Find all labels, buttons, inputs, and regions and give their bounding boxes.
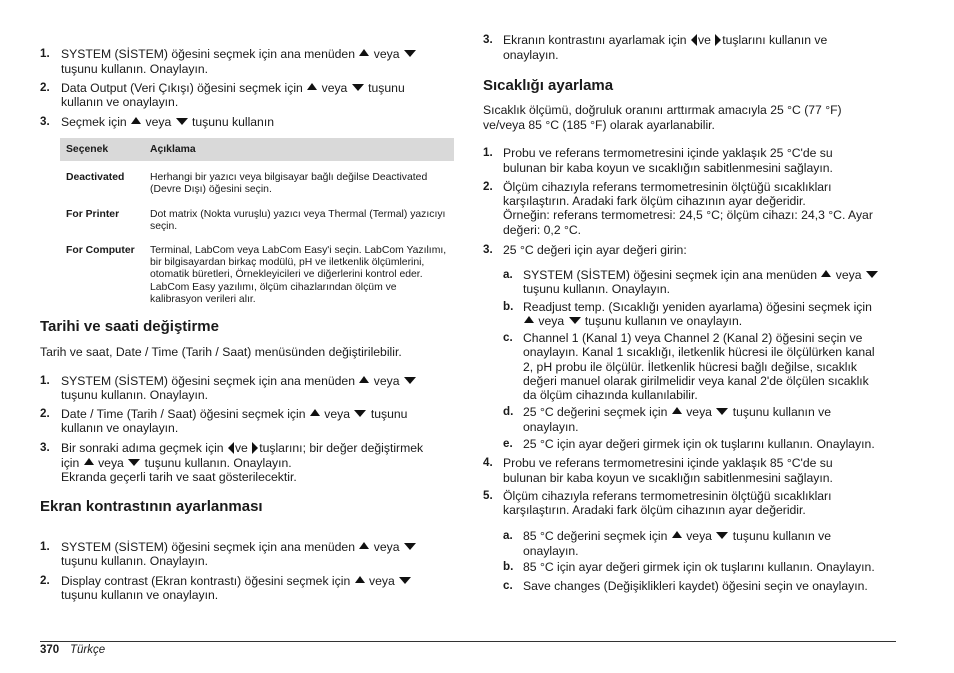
substep-letter: a. [503,268,513,281]
table-cell-value: Terminal, LabCom veya LabCom Easy'i seçin. LabCom Yazılımı, bir bilgisayardan birkaç modülü, pH ve iletkenlik ölçümlerini, otomatik büretleri, Örnekleyicileri ve diğerlerini kontrol eder. LabCom Easy yazılımı, ölçüm cihazlarından ölçüm ve kalibrasyon verileri alır. [150,245,447,305]
step-text: Ekranda geçerli tarih ve saat gösterilecektir. [61,470,297,484]
step-number: 2. [40,407,50,420]
step-text: Probu ve referans termometresini içinde yaklaşık 25 °C'de su [503,146,833,160]
up-arrow-icon [359,542,369,549]
right-arrow-icon [252,442,258,454]
page-number: 370 [40,644,60,656]
down-arrow-icon [399,577,411,584]
step-text: Ölçüm cihazıyla referans termometresinin ölçtüğü sıcaklıkları [503,180,832,194]
down-arrow-icon [354,410,366,417]
step-text: bulunan bir kaba koyun ve sıcaklığın sabitlenmesini sağlayın. [503,161,833,175]
up-arrow-icon [310,409,320,416]
step-number: 2. [40,81,50,94]
step-text: Display contrast (Ekran kontrastı) öğesini seçmek için veya [61,574,412,589]
table-row [60,242,454,315]
table-header-row [60,138,454,161]
step-text: tuşunu kullanın. Onaylayın. [61,388,209,402]
step-number: 1. [40,540,50,553]
down-arrow-icon [866,271,878,278]
substep-letter: c. [503,331,513,344]
footer-divider [40,641,896,642]
up-arrow-icon [359,376,369,383]
section-heading: Sıcaklığı ayarlama [483,77,614,94]
step-text: 25 °C değeri için ayar değeri girin: [503,243,687,257]
step-text: SYSTEM (SİSTEM) öğesini seçmek için ana menüden veya [61,374,417,389]
paragraph: Sıcaklık ölçümü, doğruluk oranını arttırmak amacıyla 25 °C (77 °F) [483,103,842,117]
step-text: Bir sonraki adıma geçmek için ve tuşlarını; bir değer değiştirmek [61,441,424,455]
step-number: 3. [40,441,50,454]
substep-text: Channel 1 (Kanal 1) veya Channel 2 (Kanal 2) öğesini seçin ve [523,331,863,345]
substep-text: onaylayın. [523,544,579,558]
down-arrow-icon [128,459,140,466]
step-text: Data Output (Veri Çıkışı) öğesini seçmek için veya tuşunu [61,81,405,95]
table-cell-key: For Computer [66,245,135,257]
substep-text: SYSTEM (SİSTEM) öğesini seçmek için ana menüden veya [523,268,879,283]
step-text: tuşunu kullanın ve onaylayın. [61,588,219,602]
section-heading: Ekran kontrastının ayarlanması [40,498,263,515]
down-arrow-icon [716,408,728,415]
substep-text: onaylayın. Kanal 1 sıcaklığı, iletkenlik hücresi ile ölçülürken kanal [523,345,875,359]
step-number: 1. [40,374,50,387]
step-text: kullanın ve onaylayın. [61,95,179,109]
step-text: onaylayın. [503,48,559,62]
substep-letter: d. [503,405,514,418]
step-number: 3. [483,33,493,46]
down-arrow-icon [404,543,416,550]
step-number: 5. [483,489,493,502]
substep-letter: a. [503,529,513,542]
substep-text: 2, pH probu ile ölçülür. İletkenlik hücresi bağlı değilse, sıcaklık [523,360,857,374]
down-arrow-icon [352,84,364,91]
step-text: SYSTEM (SİSTEM) öğesini seçmek için ana menüden veya [61,47,417,62]
up-arrow-icon [672,531,682,538]
substep-text: 85 °C değerini seçmek için veya tuşunu kullanın ve [523,529,831,543]
up-arrow-icon [84,458,94,465]
substep-text: değeri manuel olarak girilmelidir veya kanal 2'de ölçülen sıcaklık [523,374,869,388]
substep-letter: e. [503,437,513,450]
substep-text: 85 °C için ayar değeri girmek için ok tuşlarını kullanın. Onaylayın. [523,560,875,574]
substep-text: 25 °C için ayar değeri girmek için ok tuşlarını kullanın. Onaylayın. [523,437,875,451]
up-arrow-icon [672,407,682,414]
step-text: karşılaştırın. Aradaki fark ölçüm cihazının ayar değeridir. [503,194,806,208]
down-arrow-icon [569,317,581,324]
substep-text: 25 °C değerini seçmek için veya tuşunu kullanın ve [523,405,831,419]
step-number: 3. [483,243,493,256]
step-number: 4. [483,456,493,469]
step-text: değeri: 0,2 °C. [503,223,582,237]
up-arrow-icon [355,576,365,583]
left-arrow-icon [691,34,697,46]
substep-text: tuşunu kullanın. Onaylayın. [523,282,671,296]
paragraph: Tarih ve saat, Date / Time (Tarih / Saat) menüsünden değiştirilebilir. [40,345,402,359]
step-text: bulunan bir kaba koyun ve sıcaklığın sabitlenmesini sağlayın. [503,471,833,485]
column-header: Seçenek [60,138,144,161]
table-row [60,161,454,205]
substep-text: veya tuşunu kullanın ve onaylayın. [523,314,742,329]
substep-letter: c. [503,579,513,592]
up-arrow-icon [524,316,534,323]
up-arrow-icon [359,49,369,56]
left-arrow-icon [228,442,234,454]
footer-language: Türkçe [70,644,106,656]
step-text: kullanın ve onaylayın. [61,421,179,435]
table-cell-value: Dot matrix (Nokta vuruşlu) yazıcı veya Thermal (Termal) yazıcıyı seçin. [150,208,446,232]
section-heading: Tarihi ve saati değiştirme [40,318,219,335]
substep-text: Readjust temp. (Sıcaklığı yeniden ayarlama) öğesini seçmek için [523,300,872,314]
right-arrow-icon [715,34,721,46]
substep-letter: b. [503,300,514,313]
step-text: tuşunu kullanın. Onaylayın. [61,554,209,568]
step-text: Ölçüm cihazıyla referans termometresinin ölçtüğü sıcaklıkları [503,489,832,503]
up-arrow-icon [307,83,317,90]
table-cell-key: For Printer [66,208,120,220]
paragraph: ve/veya 85 °C (185 °F) olarak ayarlanabilir. [483,118,715,132]
substep-text: Save changes (Değişiklikleri kaydet) öğesini seçin ve onaylayın. [523,579,868,593]
down-arrow-icon [404,50,416,57]
table-cell-key: Deactivated [66,172,125,184]
substep-text: da ölçüm cihazında kullanılabilir. [523,388,698,402]
options-table [60,138,454,315]
down-arrow-icon [404,377,416,384]
up-arrow-icon [821,270,831,277]
down-arrow-icon [716,532,728,539]
step-text: SYSTEM (SİSTEM) öğesini seçmek için ana menüden veya [61,540,417,555]
step-text: Probu ve referans termometresini içinde yaklaşık 85 °C'de su [503,456,833,470]
step-text: tuşunu kullanın. Onaylayın. [61,62,209,76]
column-header: Açıklama [144,138,454,161]
step-text: Seçmek için veya tuşunu kullanın [61,115,275,129]
step-number: 1. [40,47,50,60]
down-arrow-icon [176,118,188,125]
step-text: Ekranın kontrastını ayarlamak için ve tuşlarını kullanın ve [503,33,828,47]
step-number: 2. [483,180,493,193]
up-arrow-icon [131,117,141,124]
table-cell-value: Herhangi bir yazıcı veya bilgisayar bağlı değilse Deactivated (Devre Dışı) öğesini seçin. [150,172,428,196]
step-number: 3. [40,115,50,128]
substep-text: onaylayın. [523,420,579,434]
step-number: 2. [40,574,50,587]
step-number: 1. [483,146,493,159]
step-text: karşılaştırın. Aradaki fark ölçüm cihazının ayar değeridir. [503,503,806,517]
table-row [60,206,454,242]
step-text: Date / Time (Tarih / Saat) öğesini seçmek için veya tuşunu [61,407,408,421]
step-text: Örneğin: referans termometresi: 24,5 °C; ölçüm cihazı: 24,3 °C. Ayar [503,208,873,222]
substep-letter: b. [503,560,514,573]
step-text: için veya tuşunu kullanın. Onaylayın. [61,456,292,470]
